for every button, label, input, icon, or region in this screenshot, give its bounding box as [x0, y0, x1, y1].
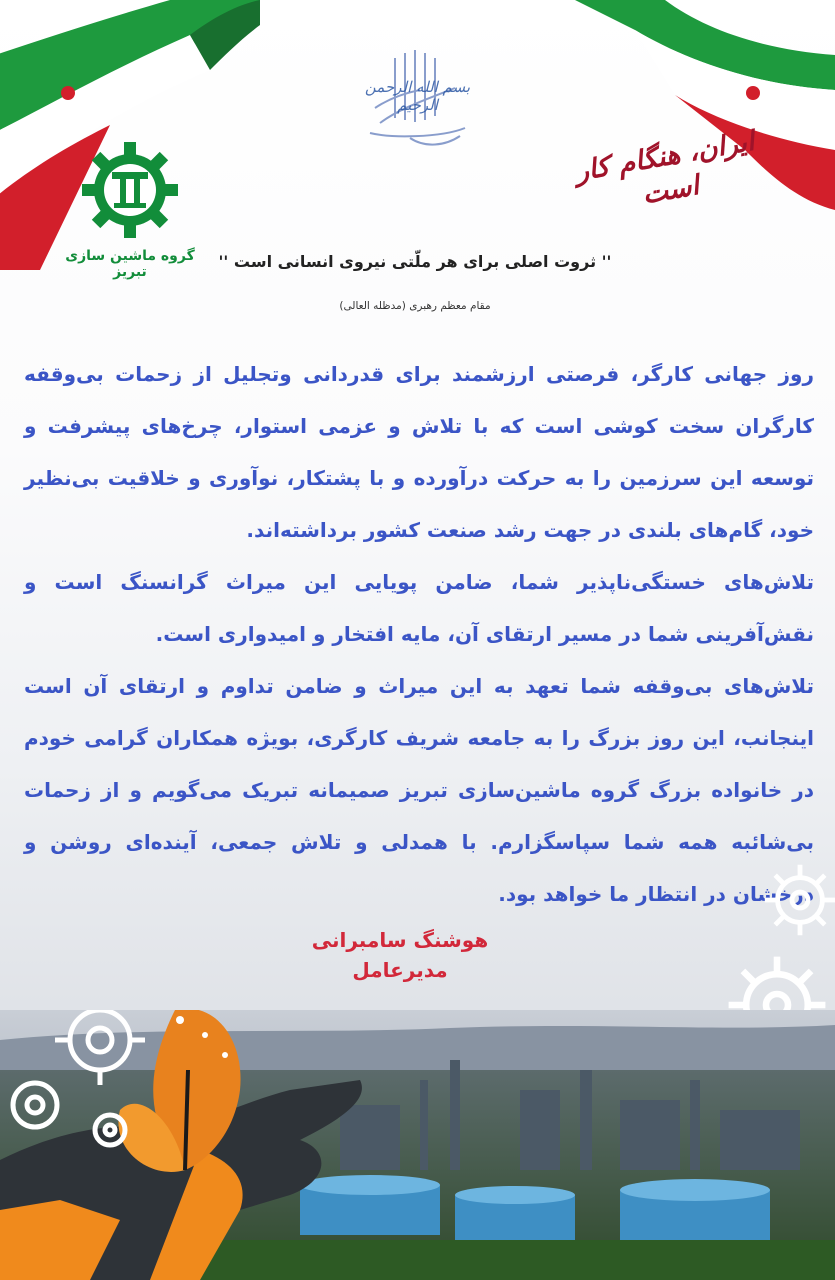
- basmala-calligraphy: [350, 38, 485, 158]
- gear-icon: [760, 860, 835, 940]
- leader-quote: '' ثروت اصلی برای هر ملّتی نیروی انسانی است '': [218, 252, 612, 271]
- signatory-role: مدیرعامل: [352, 958, 448, 982]
- gear-logo-icon: [80, 140, 180, 240]
- signatory-name: هوشنگ سامبرانی: [311, 928, 489, 952]
- company-logo: [60, 140, 200, 280]
- message-paragraph: روز جهانی کارگر، فرصتی ارزشمند برای قدردانی وتجلیل از زحمات بی‌وقفه کارگران سخت کوشی است که با تلاش و عزمی استوار، چرخ‌های پیشرفت و توسعه این سرزمین را به حرکت درآورده و با پشتکار، نوآوری و خلاقیت بی‌نظیر خود، گام‌های بلندی در جهت رشد صنعت کشور برداشته‌اند.: [24, 362, 814, 542]
- message-body: [24, 348, 814, 920]
- quote-source: مقام معظم رهبری (مدظله العالی): [339, 300, 491, 312]
- message-paragraph: تلاش‌های خستگی‌ناپذیر شما، ضامن پویایی این میراث گرانسنگ است و نقش‌آفرینی شما در مسیر ارتقای آن، مایه افتخار و امیدواری است.: [24, 570, 814, 646]
- logo-caption: گروه ماشین سازی تبریز: [65, 248, 195, 280]
- refinery-skyline: [0, 1010, 835, 1280]
- basmala-text: بسم الله الرحمن الرحیم: [364, 78, 471, 114]
- slogan-calligraphy: ایران، هنگام کار است: [572, 125, 757, 211]
- message-paragraph: تلاش‌های بی‌وقفه شما تعهد به این میراث و ضامن تداوم و ارتقای آن است اینجانب، این روز بزرگ را به جامعه شریف کارگری، بویژه همکاران گرامی خودم در خانواده بزرگ گروه ماشین‌سازی تبریز صمیمانه تبریک می‌گویم و از زحمات بی‌شائبه همه شما سپاسگزارم. با همدلی و تلاش جمعی، آینده‌ای روشن و درخشان در انتظار ما خواهد بود.: [24, 674, 814, 906]
